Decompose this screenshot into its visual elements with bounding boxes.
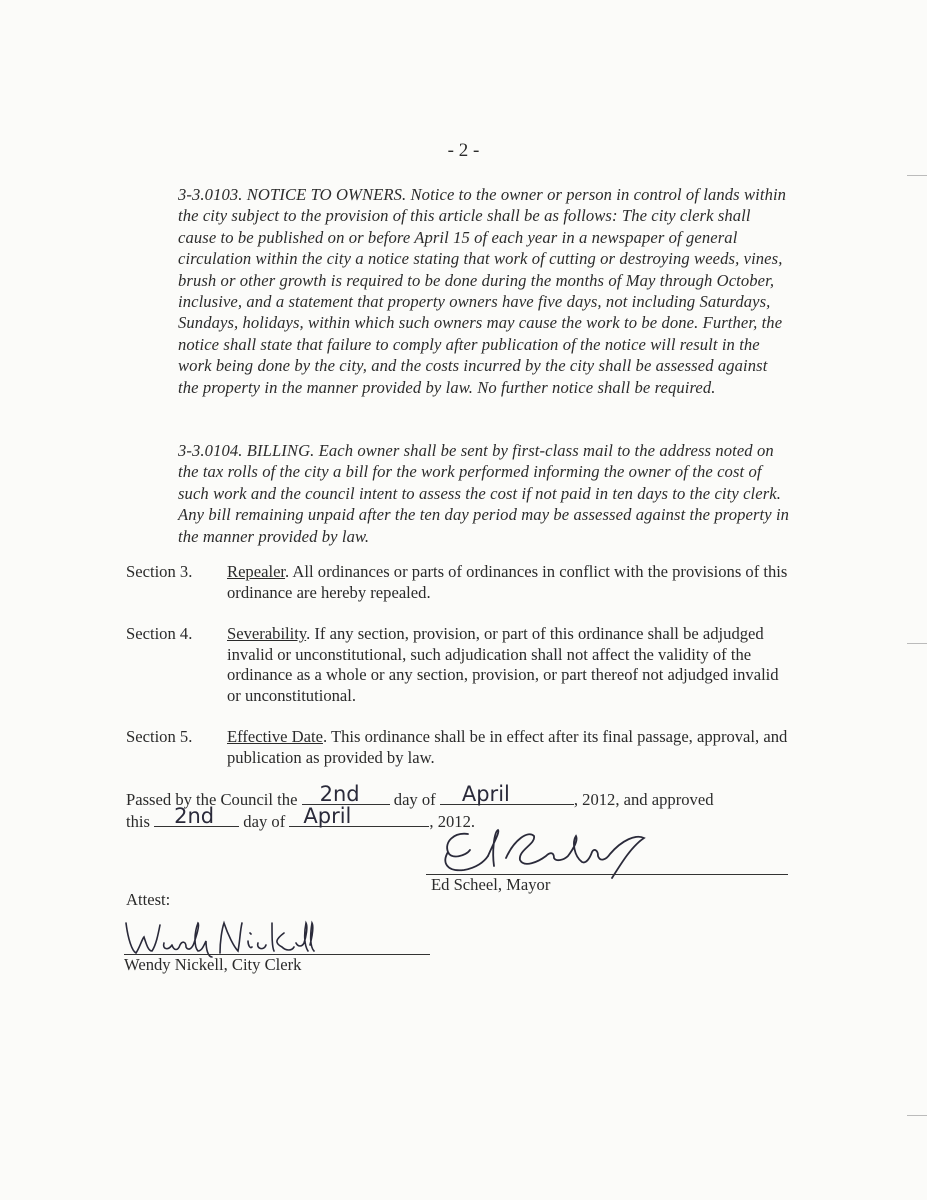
clerk-name-title: Wendy Nickell, City Clerk [124,955,302,974]
section-text: . This ordinance shall be in effect after its final passage, approval, and publication as provided by law. [227,727,788,767]
scan-edge-mark [907,175,927,176]
passage-text: day of [243,812,286,831]
section-heading: Severability [227,624,307,643]
approved-day-handwritten: 2nd [174,804,215,828]
passed-month-handwritten: April [461,782,510,806]
section-text: . All ordinances or parts of ordinances in conflict with the provisions of this ordinance are hereby repealed. [227,562,788,602]
passed-day-blank [302,782,390,806]
section-label: Section 5. [126,727,193,746]
mayor-name-title: Ed Scheel, Mayor [431,875,551,894]
section-body [227,727,796,768]
section-label: Section 3. [126,562,193,581]
section-4-severability [126,624,796,706]
scan-edge-mark [907,1115,927,1116]
mayor-signature [436,822,656,882]
section-body [227,624,796,706]
section-text: . If any section, provision, or part of this ordinance shall be adjudged invalid or unconstitutional, such adjudication shall not affect the validity of the ordinance as a whole or any section, provision, or part thereof not adjudged invalid or unconstitutional. [227,624,779,705]
scan-edge-mark [907,643,927,644]
section-3-3-0104-billing: 3-3.0104. BILLING. Each owner shall be sent by first-class mail to the address noted on the tax rolls of the city a bill for the work performed informing the owner of the cost of such work and the council intent to assess the cost if not paid in ten days to the city clerk. Any bill remaining unpaid after the ten day period may be assessed against the property in the manner provided by law. [178,441,790,546]
section-heading: Effective Date [227,727,323,746]
section-5-effective-date [126,727,796,768]
section-3-repealer [126,562,796,603]
passage-text: , 2012, and approved [573,790,714,809]
passed-day-handwritten: 2nd [319,782,360,806]
section-heading: Repealer [227,562,286,581]
passed-month-blank [440,782,574,806]
approved-month-handwritten: April [303,804,352,828]
approved-day-blank [154,804,239,828]
approved-month-blank [289,804,429,828]
passage-text: , 2012. [429,812,476,831]
attest-label: Attest: [126,890,171,909]
passage-text: this [126,812,150,831]
section-body [227,562,796,603]
page-number: - 2 - [447,140,480,161]
section-3-3-0103-notice-to-owners: 3-3.0103. NOTICE TO OWNERS. Notice to the owner or person in control of lands within the city subject to the provision of this article shall be as follows: The city clerk shall cause to be published on or before April 15 of each year in a newspaper of general circulation within the city a notice stating that work of cutting or destroying weeds, vines, brush or other growth is required to be done during the months of May through October, inclusive, and a statement that property owners have five days, not including Saturdays, Sundays, holidays, within which such owners may cause the work to be done. Further, the notice shall state that failure to comply after publication of the notice will result in the work being done by the city, and the costs incurred by the city shall be assessed against the property in the manner provided by law. No further notice shall be required. [178,185,787,397]
clerk-signature [124,917,314,959]
passage-text: Passed by the Council the [126,790,298,809]
section-label: Section 4. [126,624,193,643]
passage-text: day of [393,790,436,809]
